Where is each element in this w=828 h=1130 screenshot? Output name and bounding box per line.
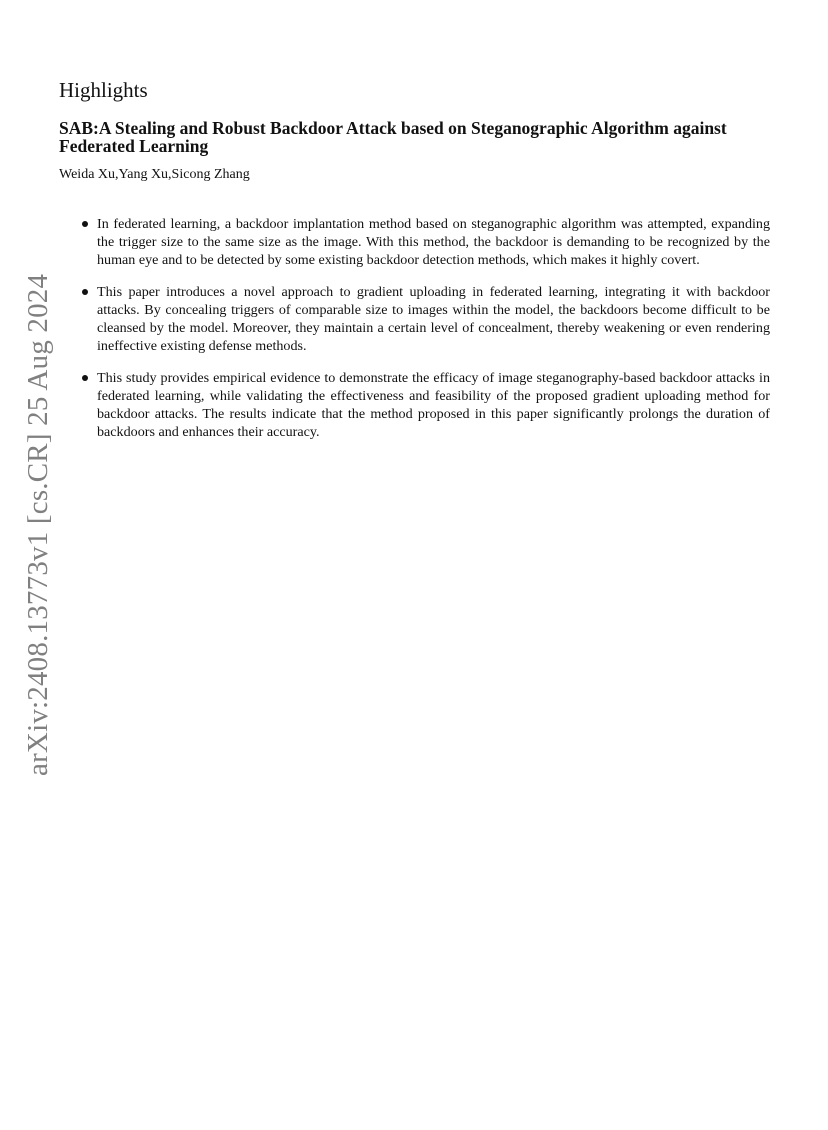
highlight-text: In federated learning, a backdoor implantation method based on steganographic algorithm was attempted, expanding the trigger size to the same size as the image. With this method, the backdoor is demanding to be recognized by the human eye and to be detected by some existing backdoor detection methods, which makes it highly covert. <box>97 216 770 268</box>
highlights-list <box>80 215 770 455</box>
bullet-icon <box>82 221 88 227</box>
author-list: Weida Xu,Yang Xu,Sicong Zhang <box>59 167 250 182</box>
highlight-text: This paper introduces a novel approach to gradient uploading in federated learning, integrating it with backdoor attacks. By concealing triggers of comparable size to images within the model, the backdoors become difficult to be cleansed by the model. Moreover, they maintain a certain level of concealment, thereby weakening or even rendering ineffective existing defense methods. <box>97 284 770 354</box>
arxiv-identifier-stamp: arXiv:2408.13773v1 [cs.CR] 25 Aug 2024 <box>22 273 54 776</box>
highlight-item <box>80 369 770 441</box>
bullet-icon <box>82 289 88 295</box>
bullet-icon <box>82 375 88 381</box>
paper-title: SAB:A Stealing and Robust Backdoor Attack based on Steganographic Algorithm against Federated Learning <box>59 118 727 156</box>
highlight-item <box>80 215 770 269</box>
highlight-text: This study provides empirical evidence to demonstrate the efficacy of image steganography-based backdoor attacks in federated learning, while validating the effectiveness and feasibility of the proposed gradient uploading method for backdoor attacks. The results indicate that the method proposed in this paper significantly prolongs the duration of backdoors and enhances their accuracy. <box>97 370 770 440</box>
highlights-heading: Highlights <box>59 78 148 102</box>
highlight-item <box>80 283 770 355</box>
